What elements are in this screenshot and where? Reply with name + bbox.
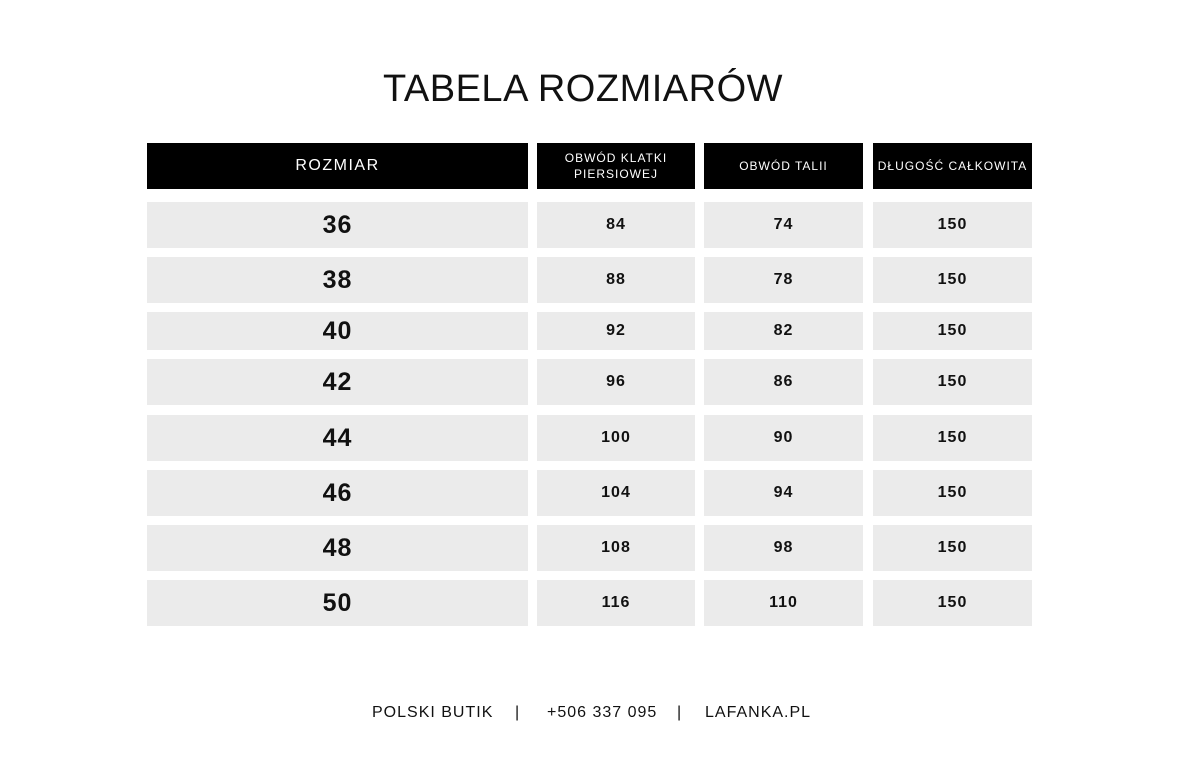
size-cell: 48 [147,525,528,571]
chest-cell: 88 [537,257,695,303]
chest-cell: 92 [537,312,695,350]
length-cell: 150 [873,359,1032,405]
length-cell: 150 [873,312,1032,350]
footer-shop-name: POLSKI BUTIK [372,704,494,721]
waist-cell: 90 [704,415,863,461]
waist-cell: 74 [704,202,863,248]
waist-cell: 82 [704,312,863,350]
chest-cell: 104 [537,470,695,516]
header-chest [537,143,695,189]
footer-website: LAFANKA.PL [705,704,812,721]
chest-cell: 100 [537,415,695,461]
size-cell: 50 [147,580,528,626]
length-cell: 150 [873,525,1032,571]
size-cell: 40 [147,312,528,350]
footer-separator: | [677,704,683,721]
length-cell: 150 [873,470,1032,516]
page-title: TABELA ROZMIARÓW [383,68,784,110]
header-length: DŁUGOŚĆ CAŁKOWITA [873,143,1032,189]
waist-cell: 86 [704,359,863,405]
size-cell: 44 [147,415,528,461]
footer-separator: | [515,704,521,721]
length-cell: 150 [873,415,1032,461]
chest-cell: 108 [537,525,695,571]
length-cell: 150 [873,580,1032,626]
length-cell: 150 [873,202,1032,248]
waist-cell: 110 [704,580,863,626]
header-size: ROZMIAR [147,143,528,189]
chest-cell: 116 [537,580,695,626]
size-cell: 36 [147,202,528,248]
waist-cell: 98 [704,525,863,571]
length-cell: 150 [873,257,1032,303]
waist-cell: 94 [704,470,863,516]
size-cell: 46 [147,470,528,516]
header-waist: OBWÓD TALII [704,143,863,189]
size-cell: 38 [147,257,528,303]
footer-phone: +506 337 095 [547,704,658,721]
chest-cell: 96 [537,359,695,405]
waist-cell: 78 [704,257,863,303]
header-chest-label: OBWÓD KLATKI PIERSIOWEJ [564,151,668,181]
size-cell: 42 [147,359,528,405]
chest-cell: 84 [537,202,695,248]
